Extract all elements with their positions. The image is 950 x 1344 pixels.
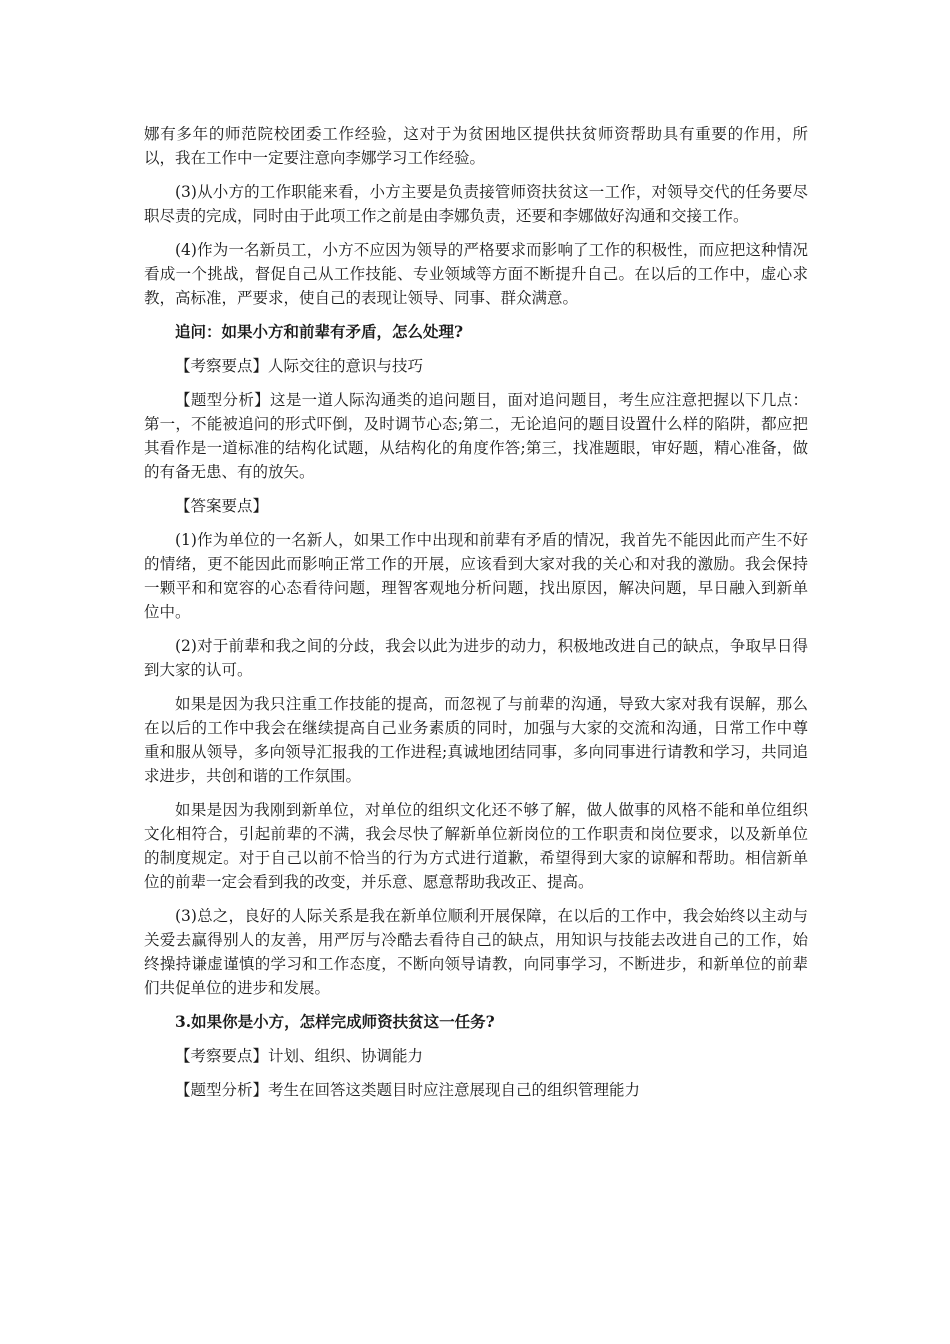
document-page	[144, 122, 808, 1112]
exam-focus-paragraph-q3: 【考察要点】计划、组织、协调能力	[175, 1047, 424, 1065]
answer-point-1: (1)作为单位的一名新人，如果工作中出现和前辈有矛盾的情况，我首先不能因此而产生不好的情绪，更不能因此而影响正常工作的开展，应该看到大家对我的关心和对我的激励。我会保持一颗平和和宽容的心态看待问题，理智客观地分析问题，找出原因，解决问题，早日融入到新单位中。	[144, 531, 808, 621]
follow-up-question-heading: 追问：如果小方和前辈有矛盾，怎么处理?	[175, 322, 464, 341]
answer-points-label: 【答案要点】	[175, 497, 269, 515]
answer-point-3: (3)总之，良好的人际关系是我在新单位顺利开展保障，在以后的工作中，我会始终以主动与关爱去赢得别人的友善，用严厉与冷酷去看待自己的缺点，用知识与技能去改进自己的工作，始终操持谦虚谨慎的学习和工作态度，不断向领导请教，向同事学习，不断进步，和新单位的前辈们共促单位的进步和发展。	[144, 907, 808, 997]
paragraph-continuation: 娜有多年的师范院校团委工作经验，这对于为贫困地区提供扶贫师资帮助具有重要的作用，所以，我在工作中一定要注意向李娜学习工作经验。	[144, 125, 808, 167]
exam-focus-paragraph: 【考察要点】人际交往的意识与技巧	[175, 357, 424, 375]
paragraph-point-3: (3)从小方的工作职能来看，小方主要是负责接管师资扶贫这一工作，对领导交代的任务要尽职尽责的完成，同时由于此项工作之前是由李娜负责，还要和李娜做好沟通和交接工作。	[144, 183, 808, 225]
question-3-heading: 3.如果你是小方，怎样完成师资扶贫这一任务?	[175, 1012, 495, 1031]
answer-point-2: (2)对于前辈和我之间的分歧，我会以此为进步的动力，积极地改进自己的缺点，争取早日得到大家的认可。	[144, 637, 808, 679]
answer-case-skills: 如果是因为我只注重工作技能的提高，而忽视了与前辈的沟通，导致大家对我有误解，那么在以后的工作中我会在继续提高自己业务素质的同时，加强与大家的交流和沟通，日常工作中尊重和服从领导，多向领导汇报我的工作进程;真诚地团结同事，多向同事进行请教和学习，共同追求进步，共创和谐的工作氛围。	[144, 695, 808, 785]
answer-case-new-unit: 如果是因为我刚到新单位，对单位的组织文化还不够了解，做人做事的风格不能和单位组织文化相符合，引起前辈的不满，我会尽快了解新单位新岗位的工作职责和岗位要求，以及新单位的制度规定。对于自己以前不恰当的行为方式进行道歉，希望得到大家的谅解和帮助。相信新单位的前辈一定会看到我的改变，并乐意、愿意帮助我改正、提高。	[144, 801, 808, 891]
question-analysis-paragraph-q3: 【题型分析】考生在回答这类题目时应注意展现自己的组织管理能力	[175, 1081, 641, 1099]
paragraph-point-4: (4)作为一名新员工，小方不应因为领导的严格要求而影响了工作的积极性，而应把这种情况看成一个挑战，督促自己从工作技能、专业领域等方面不断提升自己。在以后的工作中，虚心求教，高标准，严要求，使自己的表现让领导、同事、群众满意。	[144, 241, 808, 307]
question-analysis-paragraph: 【题型分析】这是一道人际沟通类的追问题目，面对追问题目，考生应注意把握以下几点：第一，不能被追问的形式吓倒，及时调节心态;第二，无论追问的题目设置什么样的陷阱，都应把其看作是一道标准的结构化试题，从结构化的角度作答;第三，找准题眼，审好题，精心准备，做的有备无患、有的放矢。	[144, 391, 808, 481]
